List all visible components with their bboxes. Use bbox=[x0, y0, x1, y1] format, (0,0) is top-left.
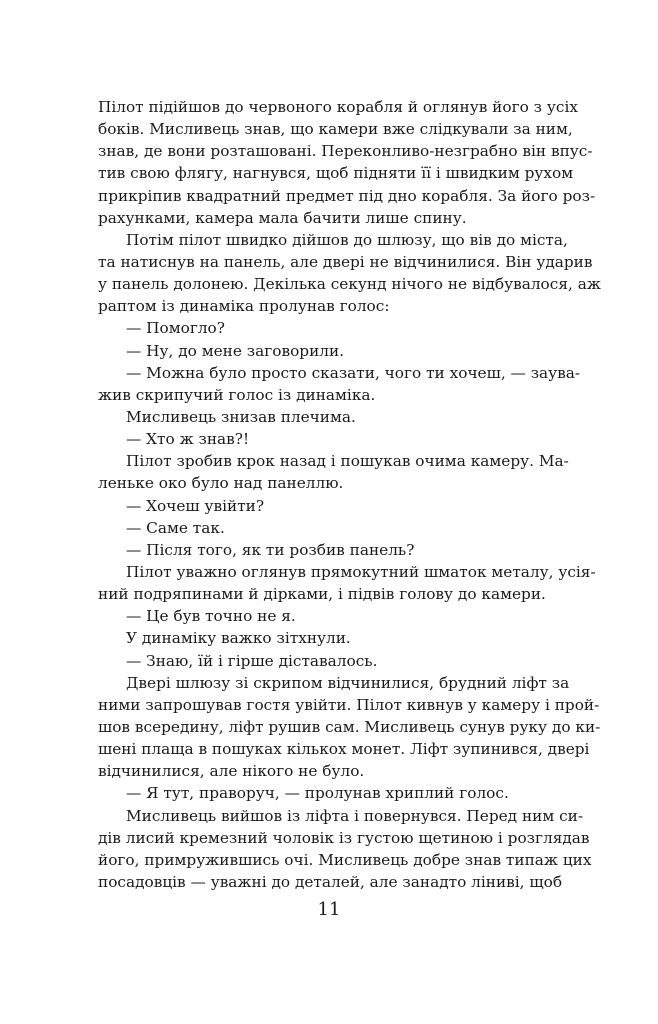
text-line: — Знаю, їй і гірше діставалось. bbox=[126, 651, 378, 670]
text-line: дів лисий кремезний чоловік із густою щетиною і розглядав bbox=[98, 828, 590, 847]
text-line: Мисливець вийшов із ліфта і повернувся. Перед ним си- bbox=[126, 806, 584, 825]
text-line: ними запрошував гостя увійти. Пілот кивнув у камеру і прой- bbox=[98, 695, 600, 714]
text-line: — Помогло? bbox=[126, 319, 225, 338]
text-line: прикріпив квадратний предмет під дно корабля. За його роз- bbox=[98, 186, 596, 205]
text-line: — Це був точно не я. bbox=[126, 607, 296, 626]
text-line: шов всередину, ліфт рушив сам. Мисливець сунув руку до ки- bbox=[98, 717, 601, 736]
text-line: та натиснув на панель, але двері не відчинилися. Він ударив bbox=[98, 252, 593, 271]
text-line: Пілот підійшов до червоного корабля й оглянув його з усіх bbox=[98, 98, 578, 116]
text-line: ний подряпинами й дірками, і підвів голову до камери. bbox=[98, 585, 546, 604]
text-line: його, примружившись очі. Мисливець добре знав типаж цих bbox=[98, 850, 592, 869]
text-line: — Саме так. bbox=[126, 518, 225, 537]
text-line: жив скрипучий голос із динаміка. bbox=[98, 385, 376, 404]
text-line: боків. Мисливець знав, що камери вже слідкували за ним, bbox=[98, 120, 573, 139]
text-line: рахунками, камера мала бачити лише спину. bbox=[98, 208, 467, 227]
text-line: — Хто ж знав?! bbox=[126, 430, 250, 449]
text-line: — Ну, до мене заговорили. bbox=[126, 341, 345, 360]
text-line: шені плаща в пошуках кількох монет. Ліфт зупинився, двері bbox=[98, 740, 590, 759]
text-line: посадовців — уважні до деталей, але занадто ліниві, щоб bbox=[98, 872, 563, 891]
text-line: у панель долонею. Декілька секунд нічого не відбувалося, аж bbox=[98, 275, 601, 294]
text-line: Мисливець знизав плечима. bbox=[126, 407, 356, 426]
text-line: Двері шлюзу зі скрипом відчинилися, брудний ліфт за bbox=[126, 673, 570, 692]
page-number: 11 bbox=[317, 899, 341, 920]
text-line: леньке око було над панеллю. bbox=[98, 474, 344, 493]
body-text bbox=[98, 96, 601, 893]
text-line: тив свою флягу, нагнувся, щоб підняти її і швидким рухом bbox=[98, 164, 574, 183]
text-line: Пілот уважно оглянув прямокутний шматок металу, усія- bbox=[126, 562, 596, 581]
text-line: Пілот зробив крок назад і пошукав очима камеру. Ма- bbox=[126, 452, 569, 471]
text-line: раптом із динаміка пролунав голос: bbox=[98, 297, 390, 316]
text-line: знав, де вони розташовані. Переконливо-незграбно він впус- bbox=[98, 142, 593, 161]
text-line: Потім пілот швидко дійшов до шлюзу, що вів до міста, bbox=[126, 230, 568, 249]
text-line: — Хочеш увійти? bbox=[126, 496, 265, 515]
text-line: — Можна було просто сказати, чого ти хочеш, — заува- bbox=[126, 363, 581, 382]
text-line: — Я тут, праворуч, — пролунав хриплий голос. bbox=[126, 784, 509, 803]
text-line: У динаміку важко зітхнули. bbox=[126, 629, 351, 648]
text-line: відчинилися, але нікого не було. bbox=[98, 762, 365, 781]
text-line: — Після того, як ти розбив панель? bbox=[126, 540, 415, 559]
